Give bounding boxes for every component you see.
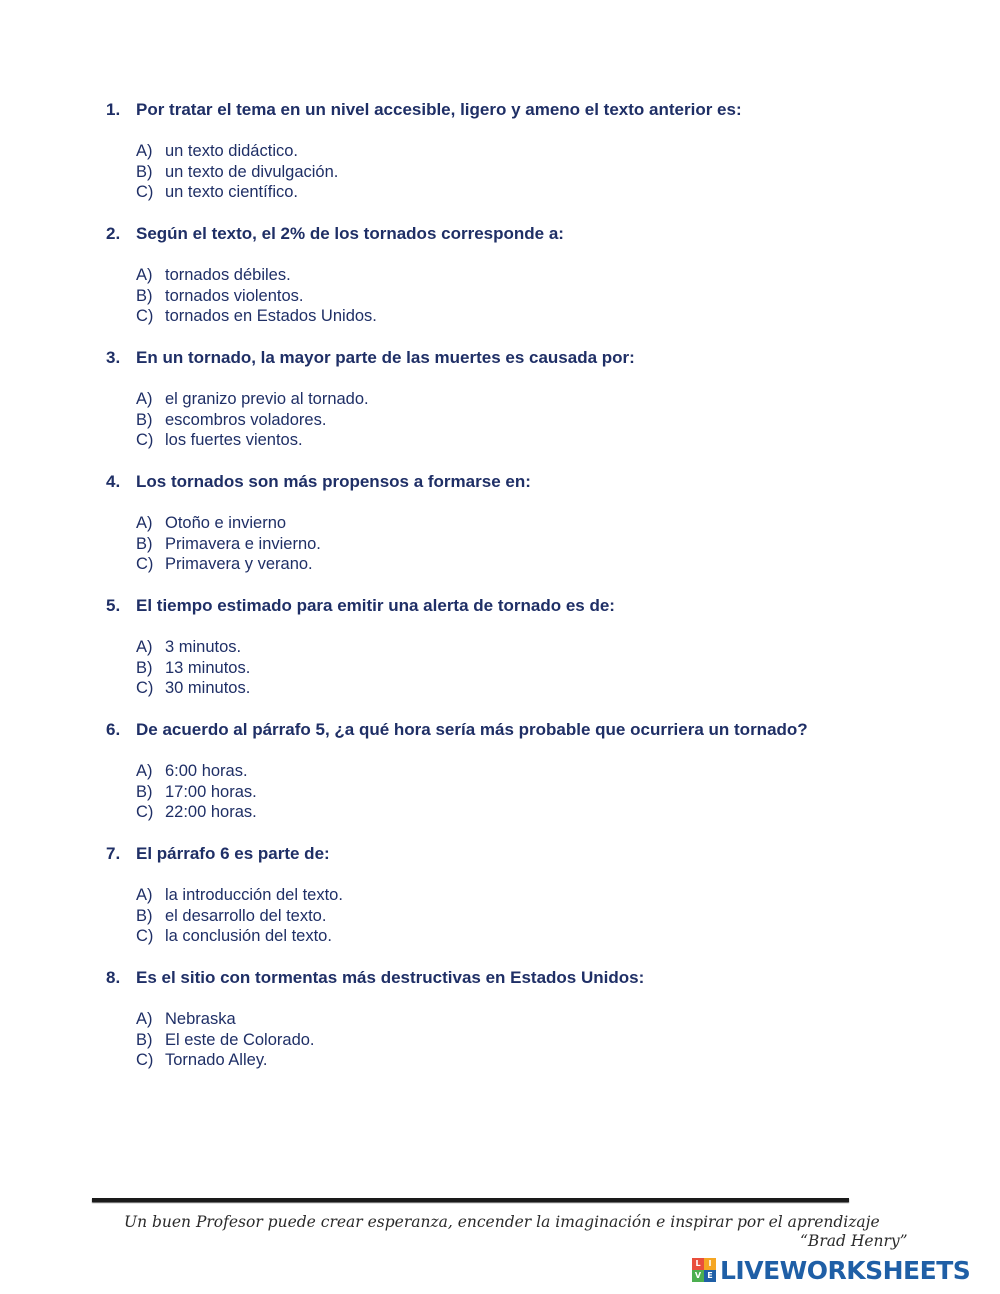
option-c[interactable] [136,306,966,327]
question-number: 1. [106,100,121,119]
option-letter: B) [136,658,153,677]
brand-name: LIVEWORKSHEETS [720,1255,971,1285]
question-text: Según el texto, el 2% de los tornados corresponde a: [136,224,564,243]
logo-letter: L [692,1258,704,1270]
question-7 [106,843,966,947]
option-letter: C) [136,1051,154,1069]
option-text: 6:00 horas. [165,762,248,780]
footer-divider [92,1198,849,1202]
option-text: Tornado Alley. [165,1051,268,1069]
option-c[interactable] [136,802,966,823]
question-text: En un tornado, la mayor parte de las muertes es causada por: [136,348,635,367]
option-letter: B) [136,906,153,925]
option-b[interactable] [136,658,966,679]
question-title [106,719,966,741]
question-5 [106,595,966,699]
option-letter: C) [136,307,154,325]
option-letter: C) [136,431,154,449]
options-list [136,389,966,451]
option-a[interactable] [136,761,966,782]
option-a[interactable] [136,265,966,286]
logo-letter: I [704,1258,716,1270]
option-letter: B) [136,162,153,181]
option-letter: B) [136,286,153,305]
question-number: 6. [106,720,121,739]
question-text: Por tratar el tema en un nivel accesible, ligero y ameno el texto anterior es: [136,100,742,119]
option-text: la conclusión del texto. [165,927,332,945]
option-letter: A) [136,142,153,160]
options-list [136,141,966,203]
option-text: el granizo previo al tornado. [165,390,369,408]
option-letter: A) [136,762,153,780]
option-text: un texto científico. [165,183,298,201]
question-title [106,99,966,121]
option-a[interactable] [136,389,966,410]
question-title [106,347,966,369]
options-list [136,513,966,575]
option-b[interactable] [136,162,966,183]
option-a[interactable] [136,637,966,658]
option-text: un texto didáctico. [165,142,298,160]
question-title [106,223,966,245]
option-text: 17:00 horas. [165,782,257,801]
question-text: El párrafo 6 es parte de: [136,844,330,863]
option-c[interactable] [136,430,966,451]
option-c[interactable] [136,678,966,699]
options-list [136,885,966,947]
option-a[interactable] [136,141,966,162]
options-list [136,1009,966,1071]
liveworksheets-logo-icon [692,1258,716,1282]
option-text: El este de Colorado. [165,1030,315,1049]
option-letter: A) [136,390,153,408]
question-4 [106,471,966,575]
question-number: 7. [106,844,121,863]
option-text: Nebraska [165,1010,236,1028]
option-a[interactable] [136,513,966,534]
question-number: 3. [106,348,121,367]
option-letter: B) [136,1030,153,1049]
option-b[interactable] [136,782,966,803]
question-1 [106,99,966,203]
option-letter: A) [136,266,153,284]
liveworksheets-brand[interactable] [692,1254,970,1286]
option-letter: A) [136,638,153,656]
options-list [136,761,966,823]
option-letter: A) [136,886,153,904]
question-title [106,595,966,617]
question-2 [106,223,966,327]
option-c[interactable] [136,926,966,947]
option-text: tornados violentos. [165,286,304,305]
question-title [106,471,966,493]
option-letter: B) [136,534,153,553]
logo-letter: E [704,1270,716,1282]
option-text: 30 minutos. [165,679,251,697]
option-text: 13 minutos. [165,658,251,677]
option-text: los fuertes vientos. [165,431,303,449]
question-text: Es el sitio con tormentas más destructivas en Estados Unidos: [136,968,645,987]
option-letter: C) [136,679,154,697]
options-list [136,637,966,699]
option-text: Primavera e invierno. [165,534,321,553]
logo-letter: V [692,1270,704,1282]
question-text: El tiempo estimado para emitir una alerta de tornado es de: [136,596,615,615]
option-a[interactable] [136,885,966,906]
option-text: el desarrollo del texto. [165,906,327,925]
question-number: 4. [106,472,121,491]
option-letter: C) [136,183,154,201]
question-8 [106,967,966,1071]
option-c[interactable] [136,554,966,575]
option-letter: A) [136,514,153,532]
option-letter: A) [136,1010,153,1028]
question-text: De acuerdo al párrafo 5, ¿a qué hora sería más probable que ocurriera un tornado? [136,720,808,739]
option-a[interactable] [136,1009,966,1030]
option-b[interactable] [136,1030,966,1051]
question-number: 5. [106,596,121,615]
footer-quote: Un buen Profesor puede crear esperanza, encender la imaginación e inspirar por el aprendizaje [124,1213,880,1231]
question-3 [106,347,966,451]
option-c[interactable] [136,1050,966,1071]
option-text: tornados débiles. [165,266,291,284]
question-text: Los tornados son más propensos a formarse en: [136,472,531,491]
option-b[interactable] [136,534,966,555]
option-text: Primavera y verano. [165,555,313,573]
question-number: 8. [106,968,121,987]
option-letter: B) [136,782,153,801]
option-letter: C) [136,803,154,821]
option-b[interactable] [136,286,966,307]
option-text: tornados en Estados Unidos. [165,307,377,325]
option-c[interactable] [136,182,966,203]
option-b[interactable] [136,410,966,431]
option-letter: C) [136,555,154,573]
option-letter: C) [136,927,154,945]
option-text: la introducción del texto. [165,886,343,904]
question-6 [106,719,966,823]
option-letter: B) [136,410,153,429]
option-text: escombros voladores. [165,410,327,429]
footer-quote-author: “Brad Henry” [800,1232,908,1250]
option-text: Otoño e invierno [165,514,287,532]
question-title [106,967,966,989]
option-b[interactable] [136,906,966,927]
question-number: 2. [106,224,121,243]
option-text: 3 minutos. [165,638,242,656]
option-text: un texto de divulgación. [165,162,339,181]
question-title [106,843,966,865]
option-text: 22:00 horas. [165,803,257,821]
options-list [136,265,966,327]
